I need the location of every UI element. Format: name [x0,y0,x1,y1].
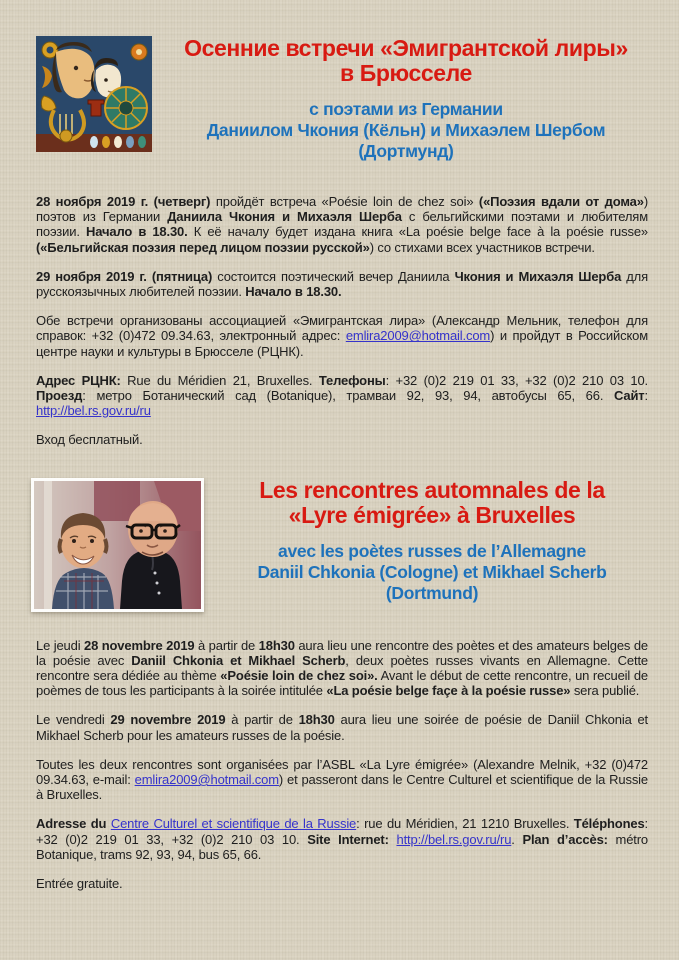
french-subtitle-line1: avec les poètes russes de l’Allemagne [278,540,586,561]
text-run: К её началу будет издана книга «La poésie belge face à la poésie russe» [187,224,648,240]
russian-title-line1: Осенние встречи «Эмигрантской лиры» [184,35,628,61]
text-run: Сайт [613,388,645,404]
text-run: : метро Ботанический сад (Botanique), трамваи 92, 93, 94, автобусы 65, 66. [82,388,614,404]
russian-subtitle-line2: Даниилом Чкония (Кёльн) и Михаэлем Шербом [206,120,606,140]
text-run: Avant le début de cette rencontre, un recueil de poèmes de tous les participants à la soirée intitulée [36,668,648,699]
hyperlink[interactable]: Centre Culturel et scientifique de la Russie [110,816,357,832]
text-run: 18h30 [298,712,335,728]
text-run: состоится поэтический вечер Даниила [217,268,455,284]
painting-image [36,36,152,152]
text-run: «La poésie belge façe à la poésie russe» [326,683,571,699]
text-run: с бельгийскими поэтами и любителям поэзии. [36,209,648,240]
text-run: Адрес РЦНК: [36,372,121,388]
text-run: пройдёт встреча «Poésie loin de chez soi» [215,194,479,209]
text-run: 28 novembre 2019 [83,637,195,653]
russian-subtitle-line1: с поэтами из Германии [309,99,503,119]
text-run: ) и пройдут в Российском центре науки и культуры в Брюсселе (РЦНК). [36,328,649,359]
hyperlink[interactable]: emlira2009@hotmail.com [134,772,279,788]
text-run: Начало в 18.30. [85,224,188,240]
text-run: 29 ноября 2019 г. (пятница) [36,268,218,284]
text-run: («Бельгийская поэзия перед лицом поэзии русской» [36,239,370,255]
photo-image [31,478,204,612]
russian-header [36,36,648,162]
text-run: Site Internet: [307,831,389,847]
folk-art-painting-icon [36,36,152,152]
french-subtitle-line2: Daniil Chkonia (Cologne) et Mikhael Scherb [257,561,607,582]
two-poets-photo-icon [34,481,201,609]
hyperlink[interactable]: http://bel.rs.gov.ru/ru [396,831,512,847]
paragraph-fr-organizers [36,757,648,803]
text-run: («Поэзия вдали от дома» [478,194,644,209]
paragraph-ru-event-1 [36,194,648,255]
text-run: Телефоны [318,372,386,388]
french-title-line2: «Lyre émigrée» à Bruxelles [288,501,576,528]
paragraph-fr-event-1 [36,638,648,699]
text-run: Plan d’accès: [522,831,608,847]
russian-subtitle-line3: (Дортмунд) [358,141,454,161]
russian-subtitle [164,99,648,162]
russian-title [164,36,648,86]
text-run: 18h30 [258,637,295,653]
paragraph-ru-free-entry [36,432,648,447]
text-run: : +32 (0)2 219 01 33, +32 (0)2 210 03 10. [36,816,648,847]
text-run: ) et passeront dans le Centre Culturel et scientifique de la Russie à Bruxelles. [36,772,648,803]
text-run: Téléphones [573,816,645,832]
paragraph-ru-address [36,373,648,419]
text-run: . [511,831,523,847]
french-header [36,478,648,612]
text-run: : [644,388,648,404]
french-subtitle [216,541,648,604]
text-run: 29 novembre 2019 [110,712,226,728]
russian-body [36,194,648,448]
text-run: ) поэтов из Германии [36,194,648,225]
text-run: aura lieu une soirée de poésie de Daniil Chkonia et Mikhael Scherb pour les amateurs russes de la poésie. [36,712,648,743]
text-run: métro Botanique, trams 92, 93, 94, bus 65, 66. [36,831,648,862]
text-run: 28 ноября 2019 г. (четверг) [36,194,216,209]
french-title [216,478,648,528]
text-run: Le jeudi [36,637,84,653]
paragraph-ru-event-2 [36,269,648,299]
paragraph-ru-organizers [36,313,648,359]
text-run: Rue du Méridien 21, Bruxelles. [120,372,319,388]
paragraph-fr-address [36,816,648,862]
hyperlink[interactable]: emlira2009@hotmail.com [345,328,491,344]
text-run: aura lieu une rencontre des poètes et des amateurs belges de la poésie avec [36,637,648,668]
text-run: Daniil Chkonia et Mikhael Scherb [131,652,346,668]
text-run: Проезд [36,388,83,404]
paragraph-fr-event-2 [36,712,648,742]
text-run: Обе встречи организованы ассоциацией «Эмигрантская лира» (Александр Мельник, телефон для справок: +32 (0)472 09.34.63, электронный адрес: [36,313,648,344]
text-run: Начало в 18.30. [245,284,342,300]
text-run: Adresse du [36,816,111,832]
text-run: Чкония и Михаэля Шерба [454,268,622,284]
text-run: : rue du Méridien, 21 1210 Bruxelles. [356,816,574,832]
text-run: , deux poètes russes vivants en Allemagne. Cette rencontre sera dédiée au thème [36,652,648,684]
text-run: «Poésie loin de chez soi». [220,668,378,684]
french-body [36,638,648,892]
french-subtitle-line3: (Dortmund) [385,582,479,603]
french-title-line1: Les rencontres automnales de la [259,476,605,503]
russian-title-block [164,36,648,162]
text-run: Toutes les deux rencontres sont organisées par l’ASBL «La Lyre émigrée» (Alexandre Melnik, +32 (0)472 09.34.63, e-mail: [36,756,648,788]
french-title-block [216,478,648,604]
text-run: à partir de [194,637,259,653]
text-run: : +32 (0)2 219 01 33, +32 (0)2 210 03 10. [385,372,648,388]
russian-title-line2: в Брюсселе [340,60,472,86]
text-run: à partir de [225,712,299,728]
text-run: для русскоязычных любителей поэзии. [36,268,649,300]
text-run: ) со стихами всех участников встречи. [369,239,595,255]
text-run: sera publié. [570,683,640,699]
paragraph-fr-free-entry [36,876,648,891]
text-run: Даниила Чкония и Михаэля Шерба [167,209,402,225]
text-run: Entrée gratuite. [36,876,123,892]
text-run: Вход бесплатный. [36,432,143,448]
text-run: Le vendredi [36,712,111,728]
hyperlink[interactable]: http://bel.rs.gov.ru/ru [36,403,151,419]
